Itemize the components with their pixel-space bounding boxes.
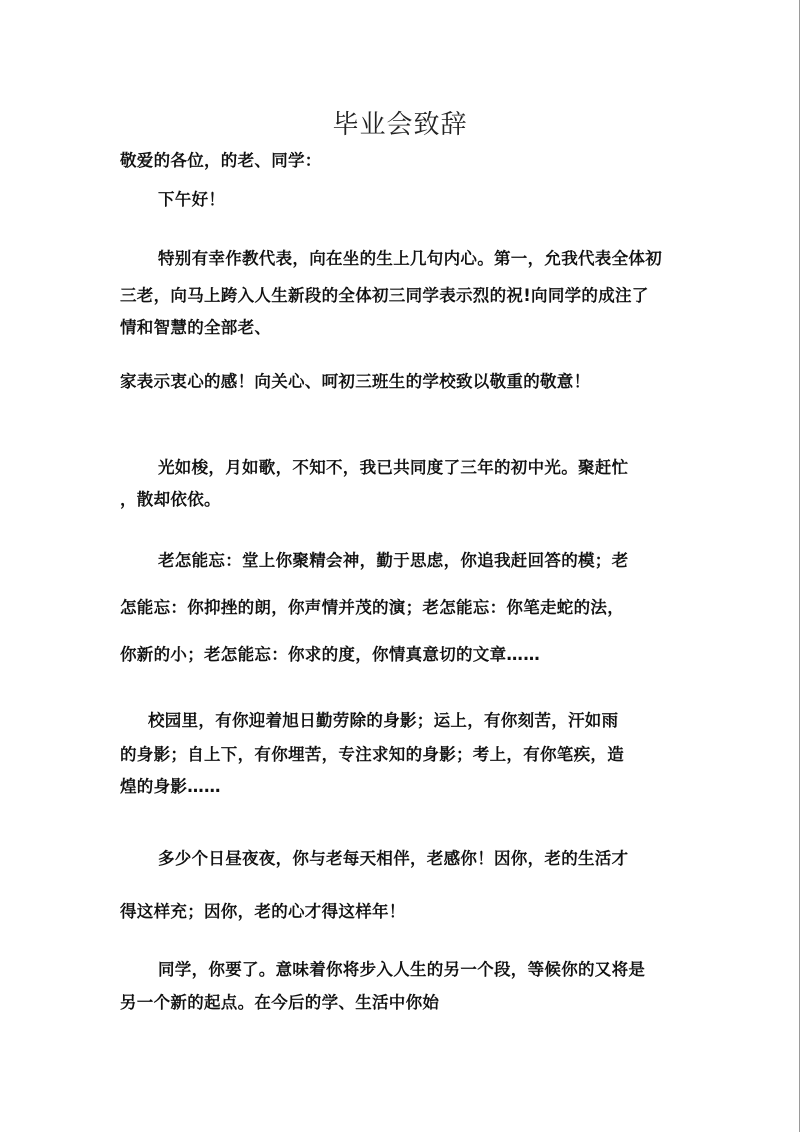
paragraph-line: 怎能忘：你抑挫的朗，你声情并茂的演；老怎能忘：你笔走蛇的法， xyxy=(120,598,624,617)
paragraph-line: 校园里，有你迎着旭日勤劳除的身影；运上，有你刻苦，汗如雨 xyxy=(148,711,619,730)
paragraph-line: 另一个新的起点。在今后的学、生活中你始 xyxy=(120,993,440,1012)
paragraph-line: 老怎能忘：堂上你聚精会神，勤于思虑，你追我赶回答的模；老 xyxy=(158,551,629,570)
salutation: 敬爱的各位，的老、同学： xyxy=(120,151,322,170)
paragraph-line: 特别有幸作教代表，向在坐的生上几句内心。第一，允我代表全体初 xyxy=(158,249,662,268)
paragraph-line: 光如梭，月如歌，不知不，我已共同度了三年的初中光。聚赶忙 xyxy=(158,458,629,477)
paragraph-line: 三老，向马上跨入人生新段的全体初三同学表示烈的祝!向同学的成注了 xyxy=(120,286,649,305)
paragraph-line: 得这样充；因你，老的心才得这样年！ xyxy=(120,902,406,921)
paragraph-line: 同学，你要了。意味着你将步入人生的另一个段，等候你的又将是 xyxy=(158,960,646,979)
paragraph-line: 家表示衷心的感！向关心、呵初三班生的学校致以敬重的敬意！ xyxy=(120,372,591,391)
document-title: 毕业会致辞 xyxy=(332,110,468,140)
greeting: 下午好！ xyxy=(158,190,226,209)
paragraph-line: 煌的身影…… xyxy=(120,777,221,796)
paragraph-line: ，散却依依。 xyxy=(120,490,221,509)
paragraph-line: 情和智慧的全部老、 xyxy=(120,318,272,337)
paragraph-line: 的身影；自上下，有你埋苦，专注求知的身影；考上，有你笔疾，造 xyxy=(120,745,624,764)
paragraph-line: 你新的小；老怎能忘：你求的度，你情真意切的文章…… xyxy=(120,645,540,664)
paragraph-line: 多少个日昼夜夜，你与老每天相伴，老感你！因你，老的生活才 xyxy=(158,849,629,868)
